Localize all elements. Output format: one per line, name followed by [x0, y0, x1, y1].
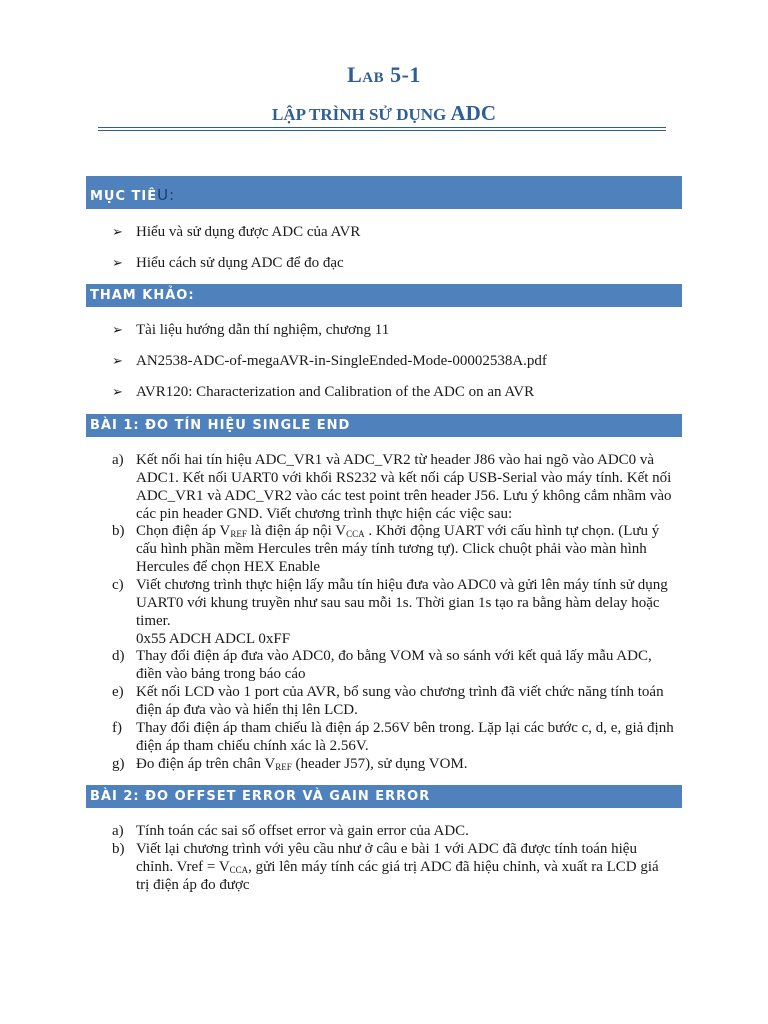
step-line: [136, 522, 682, 540]
lab2-step-a: [112, 822, 682, 840]
lab1-step-e: [112, 683, 682, 719]
objectives-title: MỤC TIÊ: [90, 189, 158, 204]
step-label: b): [112, 841, 125, 857]
text-run: Đo điện áp trên chân V: [136, 756, 276, 772]
section-header-lab2: BÀI 2: ĐO OFFSET ERROR VÀ GAIN ERROR: [86, 785, 682, 808]
step-line: Thay đổi điện áp đưa vào ADC0, đo bằng VOM và so sánh với kết quả lấy mẫu ADC,: [136, 648, 652, 664]
step-line: các pin header GND. Viết chương trình thực hiện các việc sau:: [136, 506, 513, 522]
step-line: điền vào bảng trong báo cáo: [136, 666, 306, 682]
text-run: Chọn điện áp V: [136, 523, 231, 539]
subscript: CCA: [346, 529, 365, 539]
lab1-step-f: [112, 719, 682, 755]
step-text: [136, 683, 682, 719]
reference-item-text: Tài liệu hướng dẫn thí nghiệm, chương 11: [136, 322, 390, 338]
step-line: Kết nối LCD vào 1 port của AVR, bổ sung vào chương trình đã viết chức năng tính toán: [136, 684, 664, 700]
text-run: chỉnh. Vref = V: [136, 859, 230, 875]
document-title: Lab 5-1: [347, 62, 421, 87]
objective-item: [112, 254, 344, 272]
lab1-step-b: [112, 522, 682, 576]
text-run: (header J57), sử dụng VOM.: [291, 756, 468, 772]
subtitle-adc: ADC: [450, 101, 497, 125]
step-label: a): [112, 823, 124, 839]
step-line: Hercules để chọn HEX Enable: [136, 559, 321, 575]
objective-item: [112, 223, 360, 241]
step-line: [136, 858, 682, 876]
step-label: a): [112, 452, 124, 468]
arrow-bullet-icon: [112, 254, 136, 272]
objectives-title-tail: U:: [157, 186, 176, 204]
step-text: [136, 647, 682, 683]
step-text: [136, 822, 682, 840]
arrow-bullet-icon: [112, 223, 136, 241]
subtitle-text: LẬP TRÌNH SỬ DỤNG: [271, 105, 447, 124]
step-line: Viết chương trình thực hiện lấy mẫu tín hiệu đưa vào ADC0 và gửi lên máy tính sử dụng: [136, 577, 668, 593]
section-header-objectives: [86, 176, 682, 209]
objective-item-text: Hiểu cách sử dụng ADC để đo đạc: [136, 255, 344, 271]
title-divider-bottom: [98, 130, 666, 131]
reference-item-text: AVR120: Characterization and Calibration of the ADC on an AVR: [136, 384, 535, 400]
section-header-lab1: BÀI 1: ĐO TÍN HIỆU SINGLE END: [86, 414, 682, 437]
section-header-references: THAM KHẢO:: [86, 284, 682, 307]
step-text: [136, 719, 682, 755]
step-text: [136, 840, 682, 894]
step-line: trị điện áp đo được: [136, 877, 250, 893]
step-line: Thay đổi điện áp tham chiếu là điện áp 2.56V bên trong. Lặp lại các bước c, d, e, giả định: [136, 720, 674, 736]
document-subtitle: [0, 101, 768, 126]
step-text: [136, 755, 682, 773]
step-label: c): [112, 577, 124, 593]
step-line: Tính toán các sai số offset error và gain error của ADC.: [136, 823, 469, 839]
step-label: g): [112, 756, 125, 772]
reference-item: [112, 321, 389, 339]
text-run: là điện áp nội V: [246, 523, 347, 539]
lab2-step-b: [112, 840, 682, 894]
reference-item: [112, 352, 547, 370]
lab1-step-a: [112, 451, 682, 523]
step-line: Kết nối hai tín hiệu ADC_VR1 và ADC_VR2 từ header J86 vào hai ngõ vào ADC0 và: [136, 452, 655, 468]
step-line: ADC_VR1 và ADC_VR2 vào các test point trên header J56. Lưu ý không cắm nhầm vào: [136, 488, 672, 504]
step-line: điện áp đưa vào và hiển thị lên LCD.: [136, 702, 358, 718]
step-line: Viết lại chương trình với yêu cầu như ở câu e bài 1 với ADC đã được tính toán hiệu: [136, 841, 637, 857]
step-label: d): [112, 648, 125, 664]
subscript: REF: [275, 762, 292, 772]
arrow-bullet-icon: [112, 352, 136, 370]
title-divider-top: [98, 127, 666, 128]
subscript: REF: [230, 529, 247, 539]
arrow-bullet-icon: [112, 321, 136, 339]
text-run: . Khởi động UART với cấu hình tự chọn. (Lưu ý: [364, 523, 660, 539]
step-text: [136, 522, 682, 576]
step-line: timer.: [136, 613, 171, 629]
step-text: [136, 451, 682, 523]
subscript: CCA: [229, 865, 249, 875]
arrow-bullet-icon: [112, 383, 136, 401]
step-label: b): [112, 523, 125, 539]
step-line: [136, 755, 682, 773]
reference-item: [112, 383, 534, 401]
step-line: ADC1. Kết nối UART0 với khối RS232 và kết nối cáp USB-Serial vào máy tính. Kết nối: [136, 470, 672, 486]
step-line: điện áp tham chiếu chính xác là 2.56V.: [136, 738, 369, 754]
objective-item-text: Hiểu và sử dụng được ADC của AVR: [136, 224, 361, 240]
lab1-step-c: [112, 576, 682, 648]
lab1-step-g: [112, 755, 682, 773]
step-line: UART0 với khung truyền như sau sau mỗi 1s. Thời gian 1s tạo ra bằng hàm delay hoặc: [136, 595, 660, 611]
step-line: cấu hình phần mềm Hercules trên máy tính tương tự). Click chuột phải vào màn hình: [136, 541, 647, 557]
step-line: 0x55 ADCH ADCL 0xFF: [136, 631, 291, 647]
step-label: f): [112, 720, 122, 736]
step-label: e): [112, 684, 124, 700]
reference-item-text: AN2538-ADC-of-megaAVR-in-SingleEnded-Mode-00002538A.pdf: [136, 353, 547, 369]
text-run: , gửi lên máy tính các giá trị ADC đã hiệu chỉnh, và xuất ra LCD giá: [248, 859, 659, 875]
lab1-step-d: [112, 647, 682, 683]
step-text: [136, 576, 682, 648]
